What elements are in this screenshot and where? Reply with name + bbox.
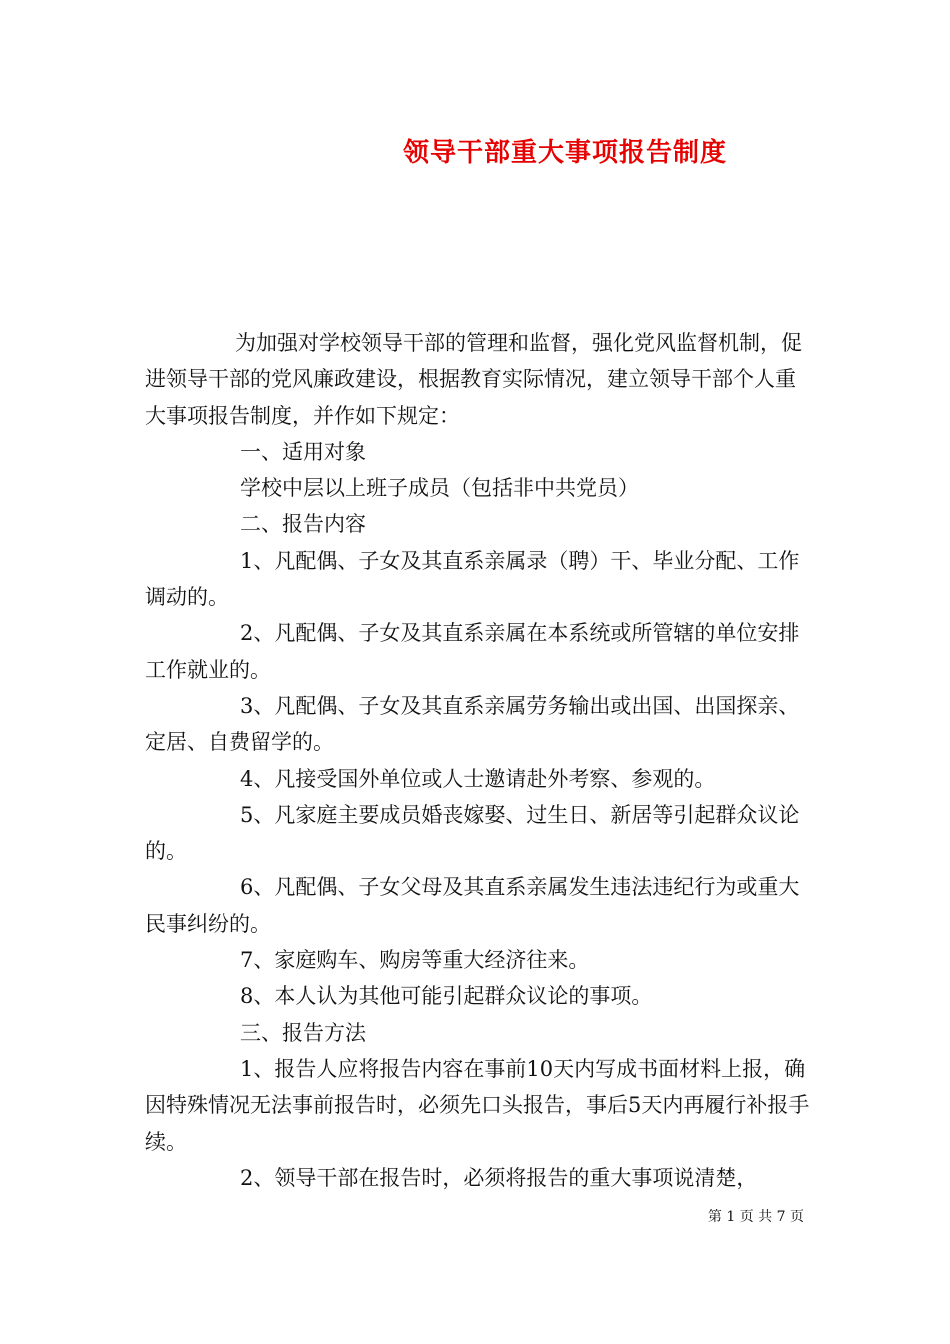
list-item-content-3: 3、凡配偶、子女及其直系亲属劳务输出或出国、出国探亲、定居、自费留学的。 (145, 693, 800, 755)
section-heading-content: 二、报告内容 (240, 512, 366, 537)
section-heading-scope: 一、适用对象 (240, 439, 366, 464)
list-item-content-2: 2、凡配偶、子女及其直系亲属在本系统或所管辖的单位安排工作就业的。 (145, 621, 800, 682)
list-item-content-7: 7、家庭购车、购房等重大经济往来。 (240, 948, 590, 973)
list-item-content-5: 5、凡家庭主要成员婚丧嫁娶、过生日、新居等引起群众议论的。 (145, 802, 800, 864)
list-item-method-1: 1、报告人应将报告内容在事前10天内写成书面材料上报，确因特殊情况无法事前报告时，必须先口头报告，事后5天内再履行补报手续。 (145, 1056, 810, 1154)
paragraph-scope-members: 学校中层以上班子成员（包括非中共党员） (240, 476, 639, 501)
list-item-content-6: 6、凡配偶、子女父母及其直系亲属发生违法违纪行为或重大民事纠纷的。 (145, 875, 800, 936)
list-item-content-8: 8、本人认为其他可能引起群众议论的事项。 (240, 984, 653, 1009)
section-heading-method: 三、报告方法 (240, 1020, 366, 1045)
list-item-method-2: 2、领导干部在报告时，必须将报告的重大事项说清楚， (240, 1165, 758, 1190)
list-item-content-1: 1、凡配偶、子女及其直系亲属录（聘）干、毕业分配、工作调动的。 (145, 548, 800, 610)
list-item-content-4: 4、凡接受国外单位或人士邀请赴外考察、参观的。 (240, 766, 716, 791)
page-number-footer: 第 1 页 共 7 页 (707, 1209, 804, 1225)
document-body (145, 325, 810, 1196)
document-title: 领导干部重大事项报告制度 (402, 138, 727, 168)
intro-paragraph: 为加强对学校领导干部的管理和监督，强化党风监督机制，促进领导干部的党风廉政建设，根据教育实际情况，建立领导干部个人重大事项报告制度，并作如下规定： (145, 331, 802, 428)
